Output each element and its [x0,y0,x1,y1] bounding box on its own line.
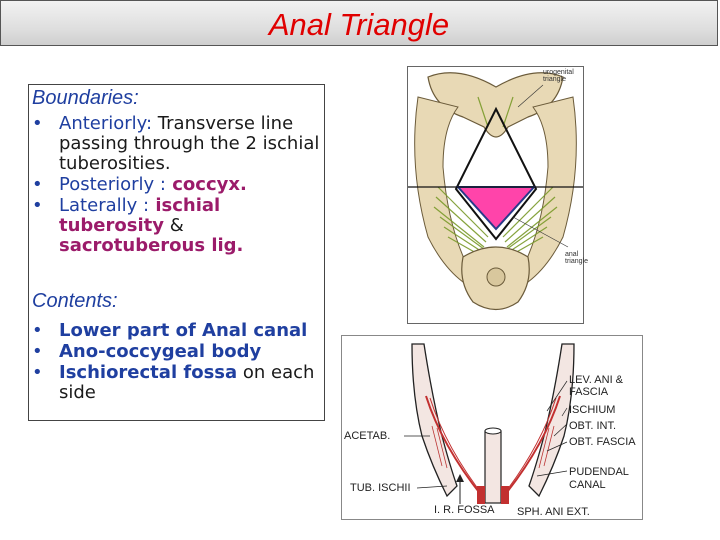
slide-title: Anal Triangle [268,7,450,42]
ir-fossa-label: I. R. FOSSA [434,504,495,516]
list-item [32,342,322,362]
contents-heading: Contents: [32,290,118,312]
item-text: on each side [59,362,315,403]
bullet: • [32,113,43,134]
contents-list [32,321,322,404]
bullet: • [32,341,43,362]
boundaries-list [32,114,322,257]
boundaries-heading: Boundaries: [32,87,139,109]
bullet: • [32,362,43,383]
item-highlight: Lower part of Anal canal [59,320,308,341]
item-text: Transverse line passing through the 2 ischial tuberosities. [59,113,320,174]
list-item [32,321,322,341]
list-item [32,363,322,403]
item-text: & [163,215,184,236]
ischium-label: ISCHIUM [569,404,616,416]
anal-triangle-label: anal triangle [565,251,588,265]
content-textbox [28,84,325,421]
coronal-section-diagram [341,335,643,520]
obt-int-label: OBT. INT. [569,420,617,432]
title-bar [0,0,718,46]
bullet: • [32,174,43,195]
sph-ani-label: SPH. ANI EXT. [517,506,590,518]
perineum-diagram [407,66,588,324]
item-highlight: coccyx. [166,174,247,195]
list-item [32,175,322,195]
acetab-label: ACETAB. [344,430,391,442]
tub-ischii-label: TUB. ISCHII [350,482,411,494]
list-item [32,196,322,256]
obt-fascia-label: OBT. FASCIA [569,436,636,448]
item-label: Laterally : [59,195,150,216]
item-highlight: Ano-coccygeal body [59,341,262,362]
list-item [32,114,322,174]
lev-ani-label: LEV. ANI & FASCIA [569,374,624,398]
bullet: • [32,195,43,216]
item-highlight: Ischiorectal fossa [59,362,238,383]
pudendal-canal-label: PUDENDAL CANAL [569,466,629,491]
item-highlight: ischial tuberosity [59,195,221,236]
item-highlight: sacrotuberous lig. [59,235,244,256]
perineum-illustration [408,67,583,323]
item-label: Anteriorly: [59,113,153,134]
bullet: • [32,320,43,341]
urogenital-triangle-label: urogenital triangle [543,69,574,83]
item-label: Posteriorly : [59,174,166,195]
